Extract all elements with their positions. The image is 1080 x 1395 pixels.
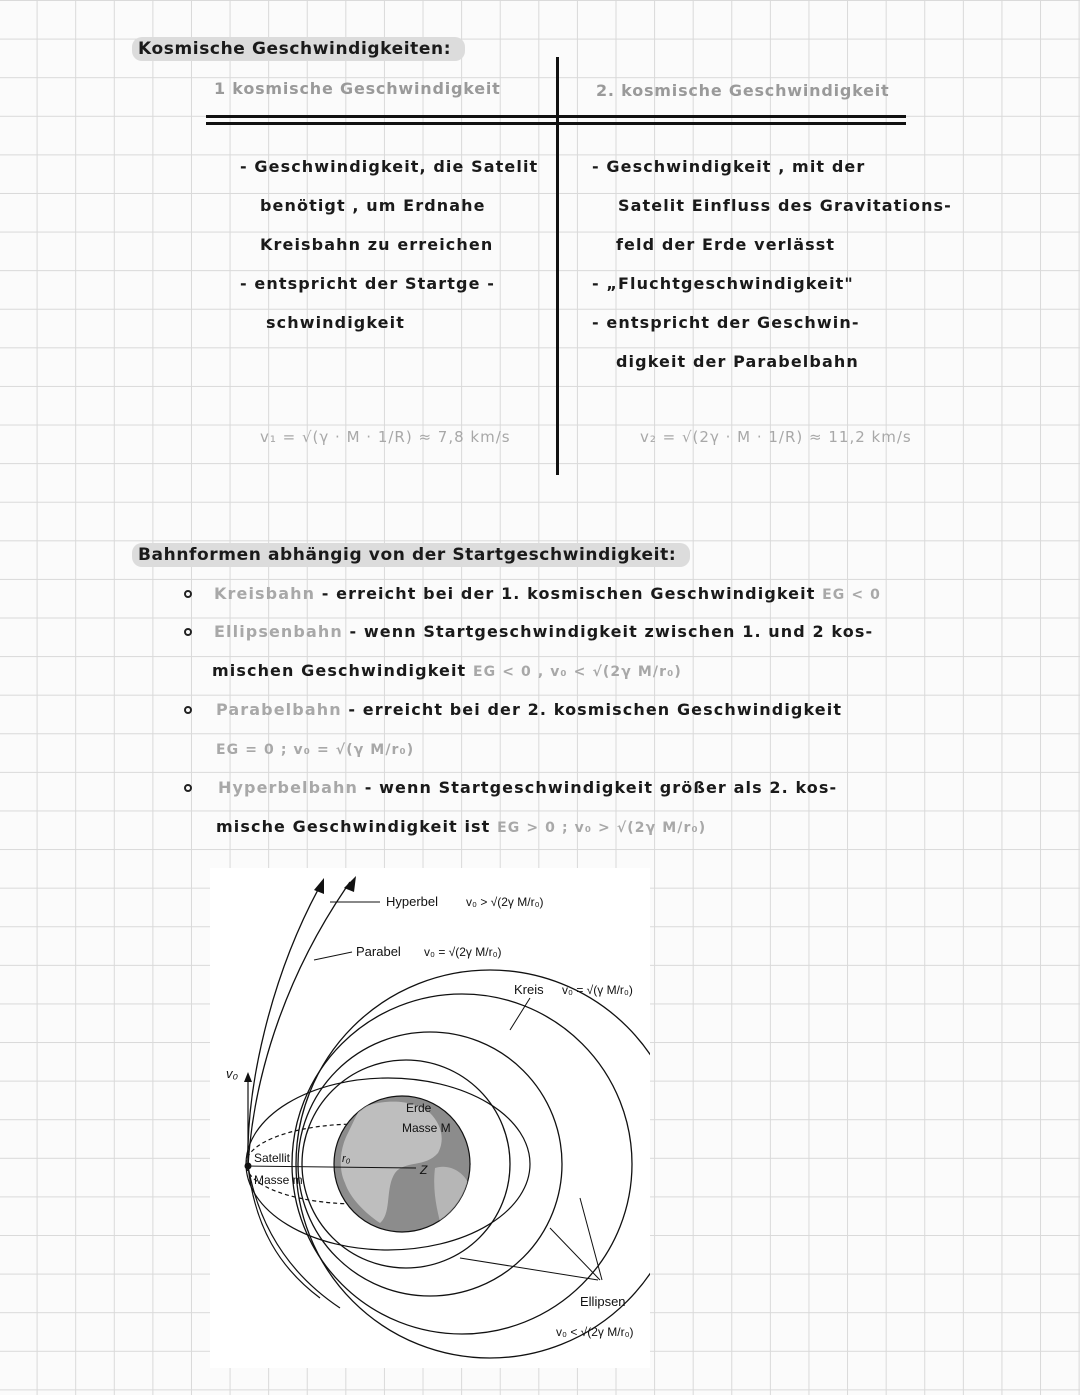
col1-header: 1 kosmische Geschwindigkeit <box>214 79 501 98</box>
orbit-item-ellipsenbahn <box>214 622 873 641</box>
kreis-label: Kreis <box>514 982 544 997</box>
formula-v1: v₁ = √(γ · M · 1/R) ≈ 7,8 km/s <box>260 428 511 446</box>
section2-heading: Bahnformen abhängig von der Startgeschwindigkeit: <box>132 543 690 567</box>
satellit-label: Satellit <box>254 1151 291 1165</box>
ellipsen-label: Ellipsen <box>580 1294 626 1309</box>
hyperbola-arrow <box>344 876 356 892</box>
orbit-item-kreisbahn <box>214 584 881 603</box>
orbit-energy: EG < 0 , v₀ < √(2γ M/r₀) <box>472 664 682 680</box>
r0-label: r₀ <box>342 1153 351 1165</box>
bullet-icon <box>184 784 192 792</box>
masse-m-label: Masse m <box>254 1173 303 1187</box>
masse-M-label: Masse M <box>402 1121 451 1135</box>
orbit-text: - erreicht bei der 2. kosmischen Geschwindigkeit <box>348 700 843 719</box>
orbit-energy: EG < 0 <box>822 587 882 603</box>
formula-v2: v₂ = √(2γ · M · 1/R) ≈ 11,2 km/s <box>640 428 912 446</box>
table-vertical-divider <box>556 57 559 475</box>
orbit-text: - wenn Startgeschwindigkeit größer als 2. kos- <box>364 778 838 797</box>
orbit-text: - wenn Startgeschwindigkeit zwischen 1. und 2 kos- <box>349 622 874 641</box>
col2-line: Satelit Einfluss des Gravitations- <box>618 196 952 215</box>
orbit-energy: EG = 0 ; v₀ = √(γ M/r₀) <box>216 742 415 758</box>
v0-arrow <box>244 1072 252 1082</box>
orbit-item-hyperbelbahn <box>218 778 837 797</box>
bullet-icon <box>184 628 192 636</box>
orbit-term: Kreisbahn <box>214 584 316 603</box>
leader-line <box>460 1258 598 1280</box>
leader-line <box>510 998 530 1030</box>
col1-line: schwindigkeit <box>266 313 405 332</box>
hyperbel-formula: v₀ > √(2γ M/r₀) <box>466 895 544 909</box>
bullet-icon <box>184 590 192 598</box>
orbit-item-parabelbahn <box>216 700 842 719</box>
orbit-item-parabelbahn-line2 <box>216 739 414 758</box>
parabola-path <box>248 886 320 1166</box>
col2-header: 2. kosmische Geschwindigkeit <box>596 81 890 100</box>
col1-line: benötigt , um Erdnahe <box>260 196 486 215</box>
parabel-label: Parabel <box>356 944 401 959</box>
orbit-text: - erreicht bei der 1. kosmischen Geschwindigkeit <box>321 584 816 603</box>
kreis-formula: v₀ = √(γ M/r₀) <box>562 983 633 997</box>
leader-line <box>550 1228 600 1280</box>
bullet-icon <box>184 706 192 714</box>
orbit-energy: EG > 0 ; v₀ > √(2γ M/r₀) <box>497 820 707 836</box>
col1-line: - Geschwindigkeit, die Satelit <box>240 157 539 176</box>
leader-line <box>580 1198 602 1280</box>
col2-line: - „Fluchtgeschwindigkeit" <box>592 274 854 293</box>
orbit-item-hyperbelbahn-line2 <box>216 817 706 836</box>
orbit-item-ellipsenbahn-line2 <box>212 661 682 680</box>
col2-line: - entspricht der Geschwin- <box>592 313 860 332</box>
col1-line: Kreisbahn zu erreichen <box>260 235 494 254</box>
parabola-arrow <box>314 878 324 894</box>
erde-label: Erde <box>406 1101 432 1115</box>
orbit-term: Ellipsenbahn <box>214 622 343 641</box>
ellipsen-formula: v₀ < √(2γ M/r₀) <box>556 1325 634 1339</box>
orbit-diagram <box>210 868 650 1368</box>
hyperbel-label: Hyperbel <box>386 894 439 909</box>
orbit-term: Parabelbahn <box>216 700 342 719</box>
col2-line: feld der Erde verlässt <box>616 235 836 254</box>
orbit-term: Hyperbelbahn <box>218 778 359 797</box>
orbit-diagram-svg <box>210 868 650 1368</box>
section1-heading: Kosmische Geschwindigkeiten: <box>132 37 465 61</box>
z-label: Z <box>420 1163 428 1177</box>
orbit-text-line2: mischen Geschwindigkeit <box>212 661 467 680</box>
col1-line: - entspricht der Startge - <box>240 274 495 293</box>
leader-line <box>314 952 352 960</box>
orbit-text-line2: mische Geschwindigkeit ist <box>216 817 491 836</box>
v0-label: v₀ <box>226 1066 238 1081</box>
parabel-formula: v₀ = √(2γ M/r₀) <box>424 945 502 959</box>
col2-line: - Geschwindigkeit , mit der <box>592 157 866 176</box>
col2-line: digkeit der Parabelbahn <box>616 352 859 371</box>
